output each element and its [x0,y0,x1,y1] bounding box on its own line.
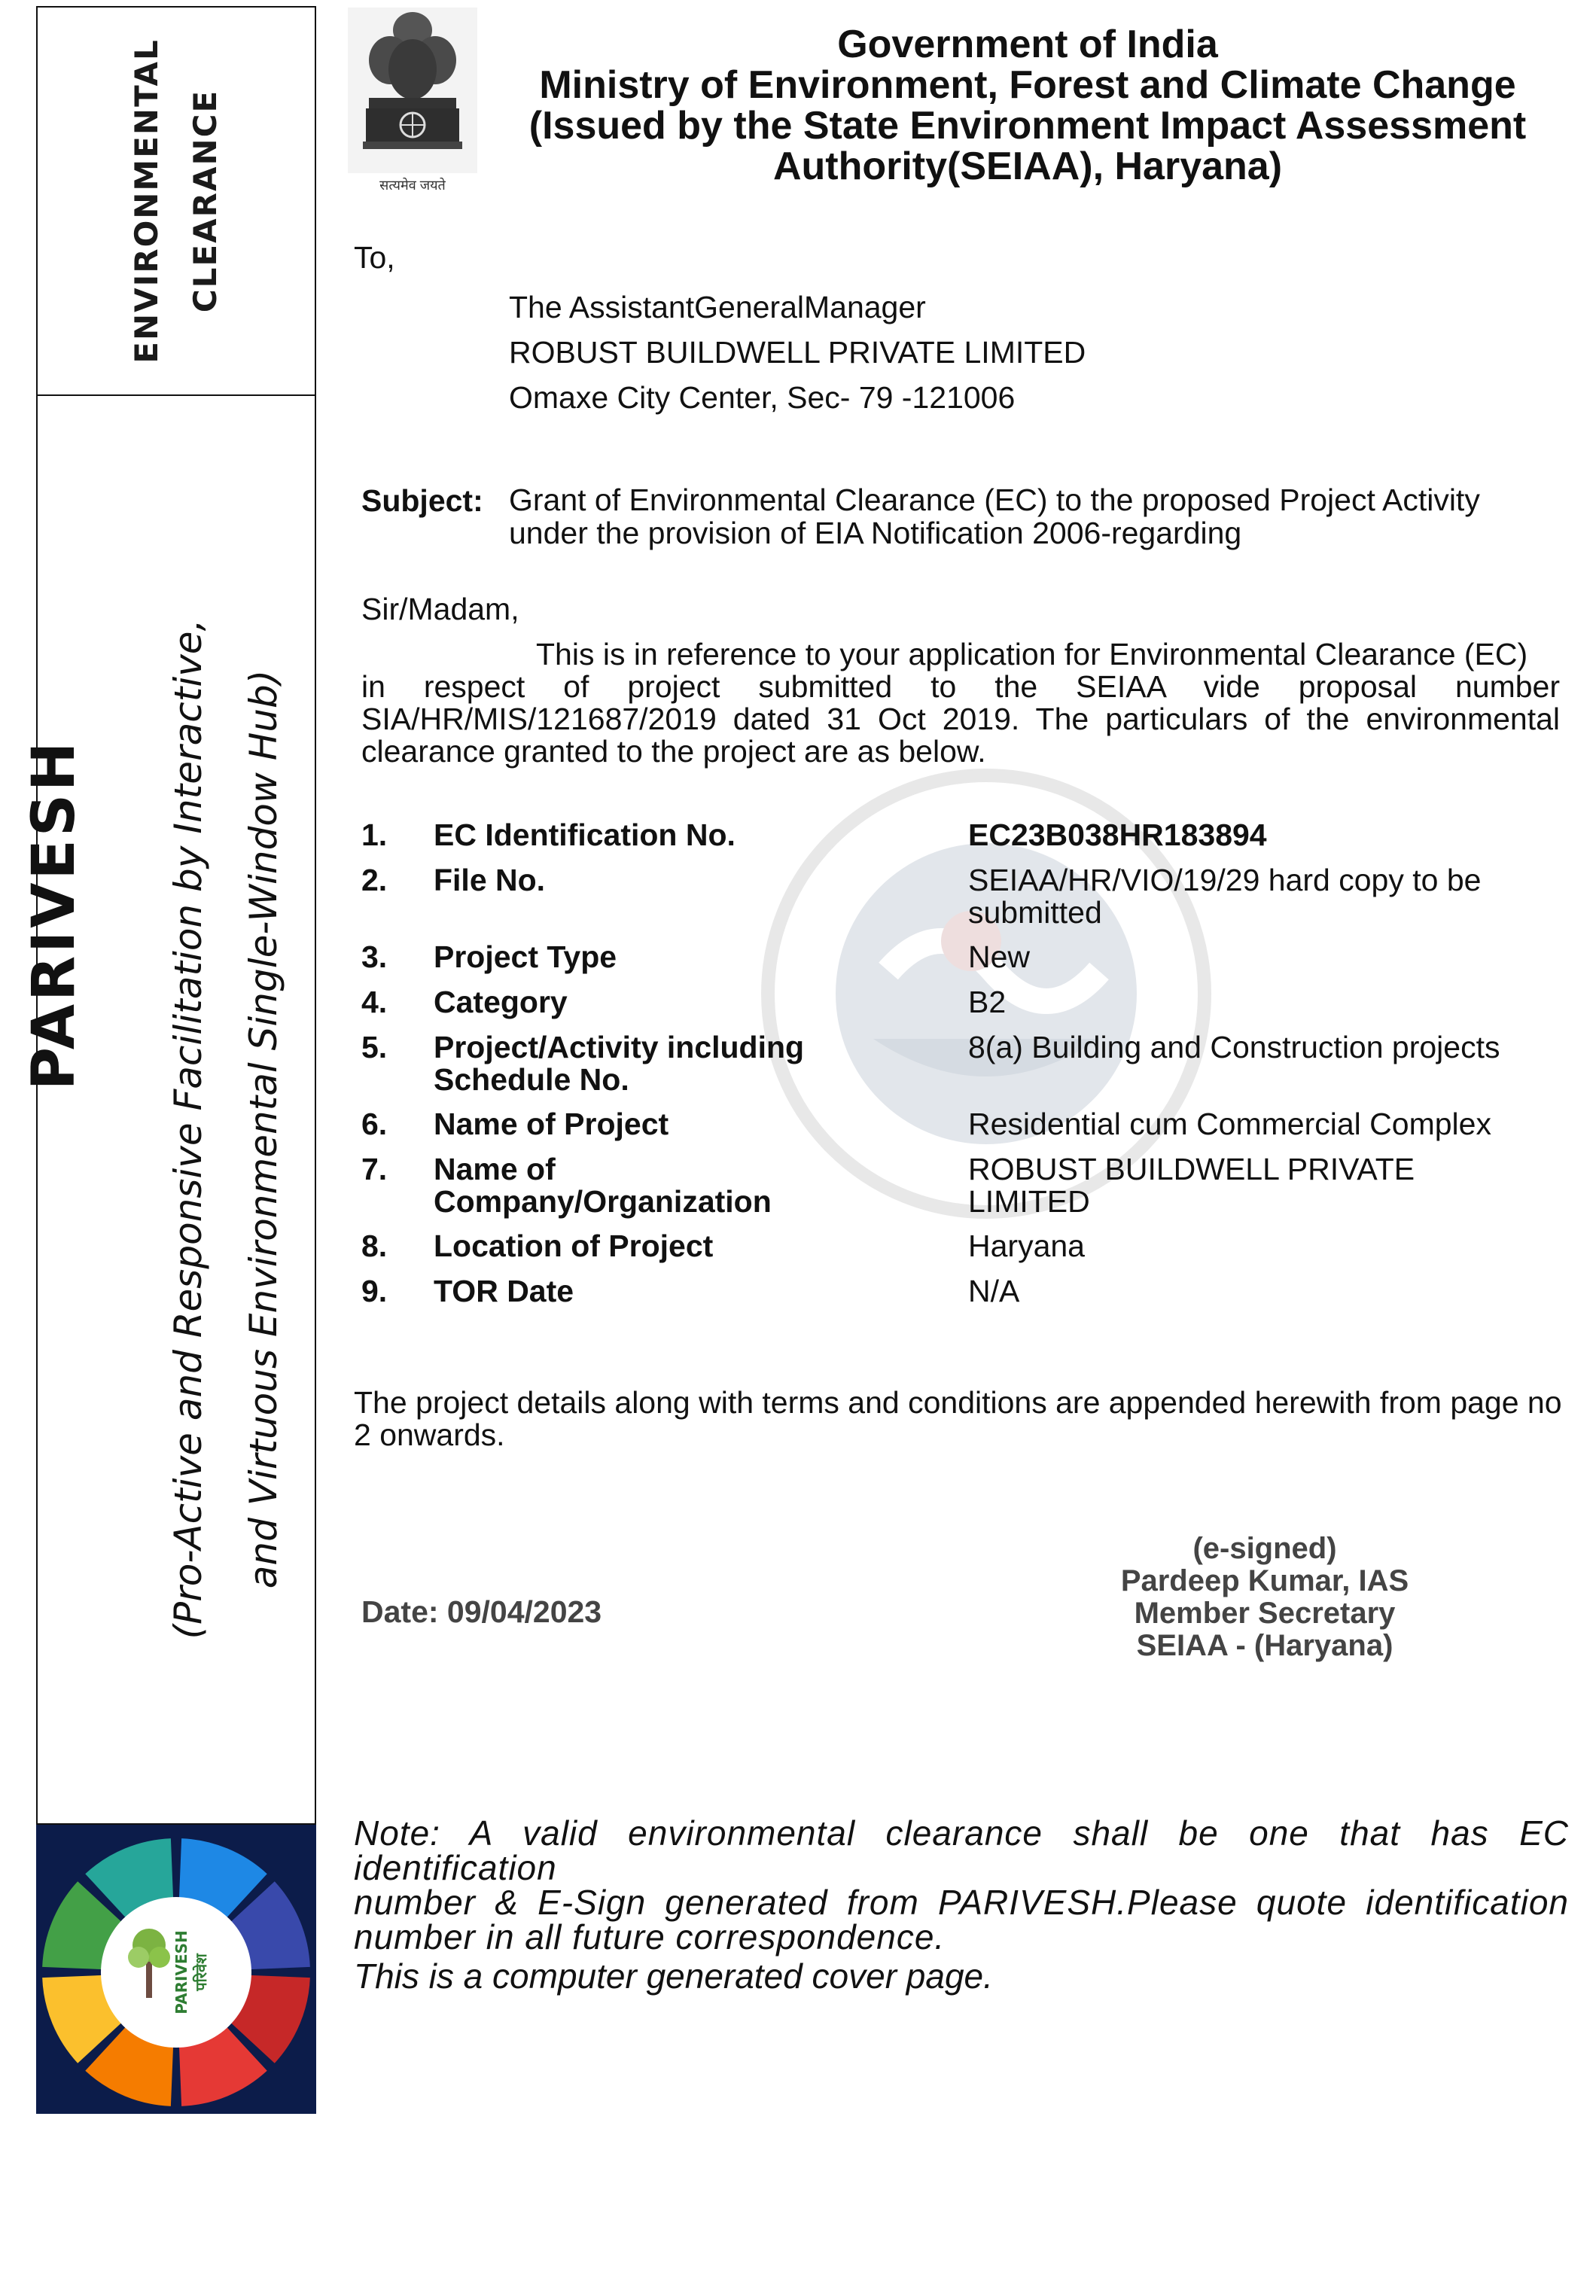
category-value: B2 [968,985,1007,1019]
row-number: 9. [361,1274,388,1308]
environmental-clearance-box [36,6,316,396]
row-label: Location of Project [434,1229,714,1263]
subject-text [509,483,1480,550]
header-line-3: (Issued by the State Environment Impact Assessment [528,104,1527,148]
para-line-1: This is in reference to your application for Environmental Clearance (EC) [536,637,1528,671]
row-number: 7. [361,1152,388,1186]
wheel-logo-text-hindi: परिवेश [192,1953,210,1991]
row-number: 2. [361,863,388,897]
row-label: File No. [434,863,546,897]
header-line-2: Ministry of Environment, Forest and Climate Change [539,63,1516,107]
note-line-2: number & E-Sign generated from PARIVESH.Please quote identification [354,1883,1569,1922]
row-label: EC Identification No. [434,818,736,852]
emblem-motto: सत्यमेव जयते [379,178,446,193]
tor-date-value: N/A [968,1274,1020,1308]
reference-paragraph [361,638,1560,768]
para-line-4: clearance granted to the project are as below. [361,734,986,769]
ashoka-emblem-icon [348,8,477,173]
tagline-line-1: (Pro-Active and Responsive Facilitation by Interactive, [166,619,210,1640]
row-number: 1. [361,818,388,852]
signature-line-2: Pardeep Kumar, IAS [1120,1564,1409,1597]
header-line-1: Government of India [837,23,1218,66]
address-line-1: The AssistantGeneralManager [509,290,926,324]
company-value: ROBUST BUILDWELL PRIVATE LIMITED [968,1152,1415,1219]
row-label: Project Type [434,939,617,974]
row-label: Name of Project [434,1107,669,1141]
subject-line-2: under the provision of EIA Notification 2006-regarding [509,516,1242,550]
para-line-2: in respect of project submitted to the SEIAA vide proposal number [361,669,1560,704]
row-label: Name of Company/Organization [434,1152,772,1219]
signature-block [1077,1533,1453,1662]
para-line-3: SIA/HR/MIS/121687/2019 dated 31 Oct 2019. The particulars of the environmental [361,702,1560,736]
national-emblem [348,8,477,197]
computer-generated-note: This is a computer generated cover page. [354,1956,993,1996]
ec-identification-value: EC23B038HR183894 [968,818,1267,852]
signature-line-4: SEIAA - (Haryana) [1136,1629,1393,1662]
environmental-clearance-label [117,38,235,363]
env-clearance-line-1: ENVIRONMENTAL [128,38,165,364]
signature-line-3: Member Secretary [1134,1597,1396,1630]
parivesh-wheel-logo [36,1825,316,2114]
file-no-value: SEIAA/HR/VIO/19/29 hard copy to be submitted [968,863,1482,930]
to-label: To, [354,240,395,275]
salutation: Sir/Madam, [361,592,519,626]
row-number: 6. [361,1107,388,1141]
issue-date: Date: 09/04/2023 [361,1594,602,1629]
row-label: Project/Activity including Schedule No. [434,1030,805,1097]
address-line-3: Omaxe City Center, Sec- 79 -121006 [509,380,1016,415]
row-label: Category [434,985,568,1019]
validity-note [354,1813,1569,1956]
row-number: 8. [361,1229,388,1263]
document-header [482,24,1573,187]
parivesh-tagline [151,620,301,1640]
note-line-1: Note: A valid environmental clearance shall be one that has EC identification [354,1813,1569,1887]
row-number: 3. [361,939,388,974]
project-name-value: Residential cum Commercial Complex [968,1107,1491,1141]
row-number: 5. [361,1030,388,1064]
recipient-address [509,285,1086,420]
row-number: 4. [361,985,388,1019]
row-label: TOR Date [434,1274,574,1308]
address-line-2: ROBUST BUILDWELL PRIVATE LIMITED [509,335,1086,370]
subject-line-1: Grant of Environmental Clearance (EC) to the proposed Project Activity [509,483,1480,517]
activity-value: 8(a) Building and Construction projects [968,1030,1500,1064]
signature-line-1: (e-signed) [1192,1532,1337,1565]
location-value: Haryana [968,1229,1085,1263]
project-type-value: New [968,939,1031,974]
env-clearance-line-2: CLEARANCE [187,89,224,313]
appended-details-text: The project details along with terms and conditions are appended herewith from page no 2 onwards. [354,1385,1562,1452]
parivesh-brand: PARIVESH [20,738,88,1091]
header-line-4: Authority(SEIAA), Haryana) [772,145,1283,188]
note-line-3: number in all future correspondence. [354,1917,946,1956]
wheel-logo-text: PARIVESH [172,1930,190,2014]
subject-label: Subject: [361,483,483,518]
parivesh-wheel-icon [36,1825,316,2114]
tagline-line-2: and Virtuous Environmental Single-Window Hub) [242,669,285,1589]
